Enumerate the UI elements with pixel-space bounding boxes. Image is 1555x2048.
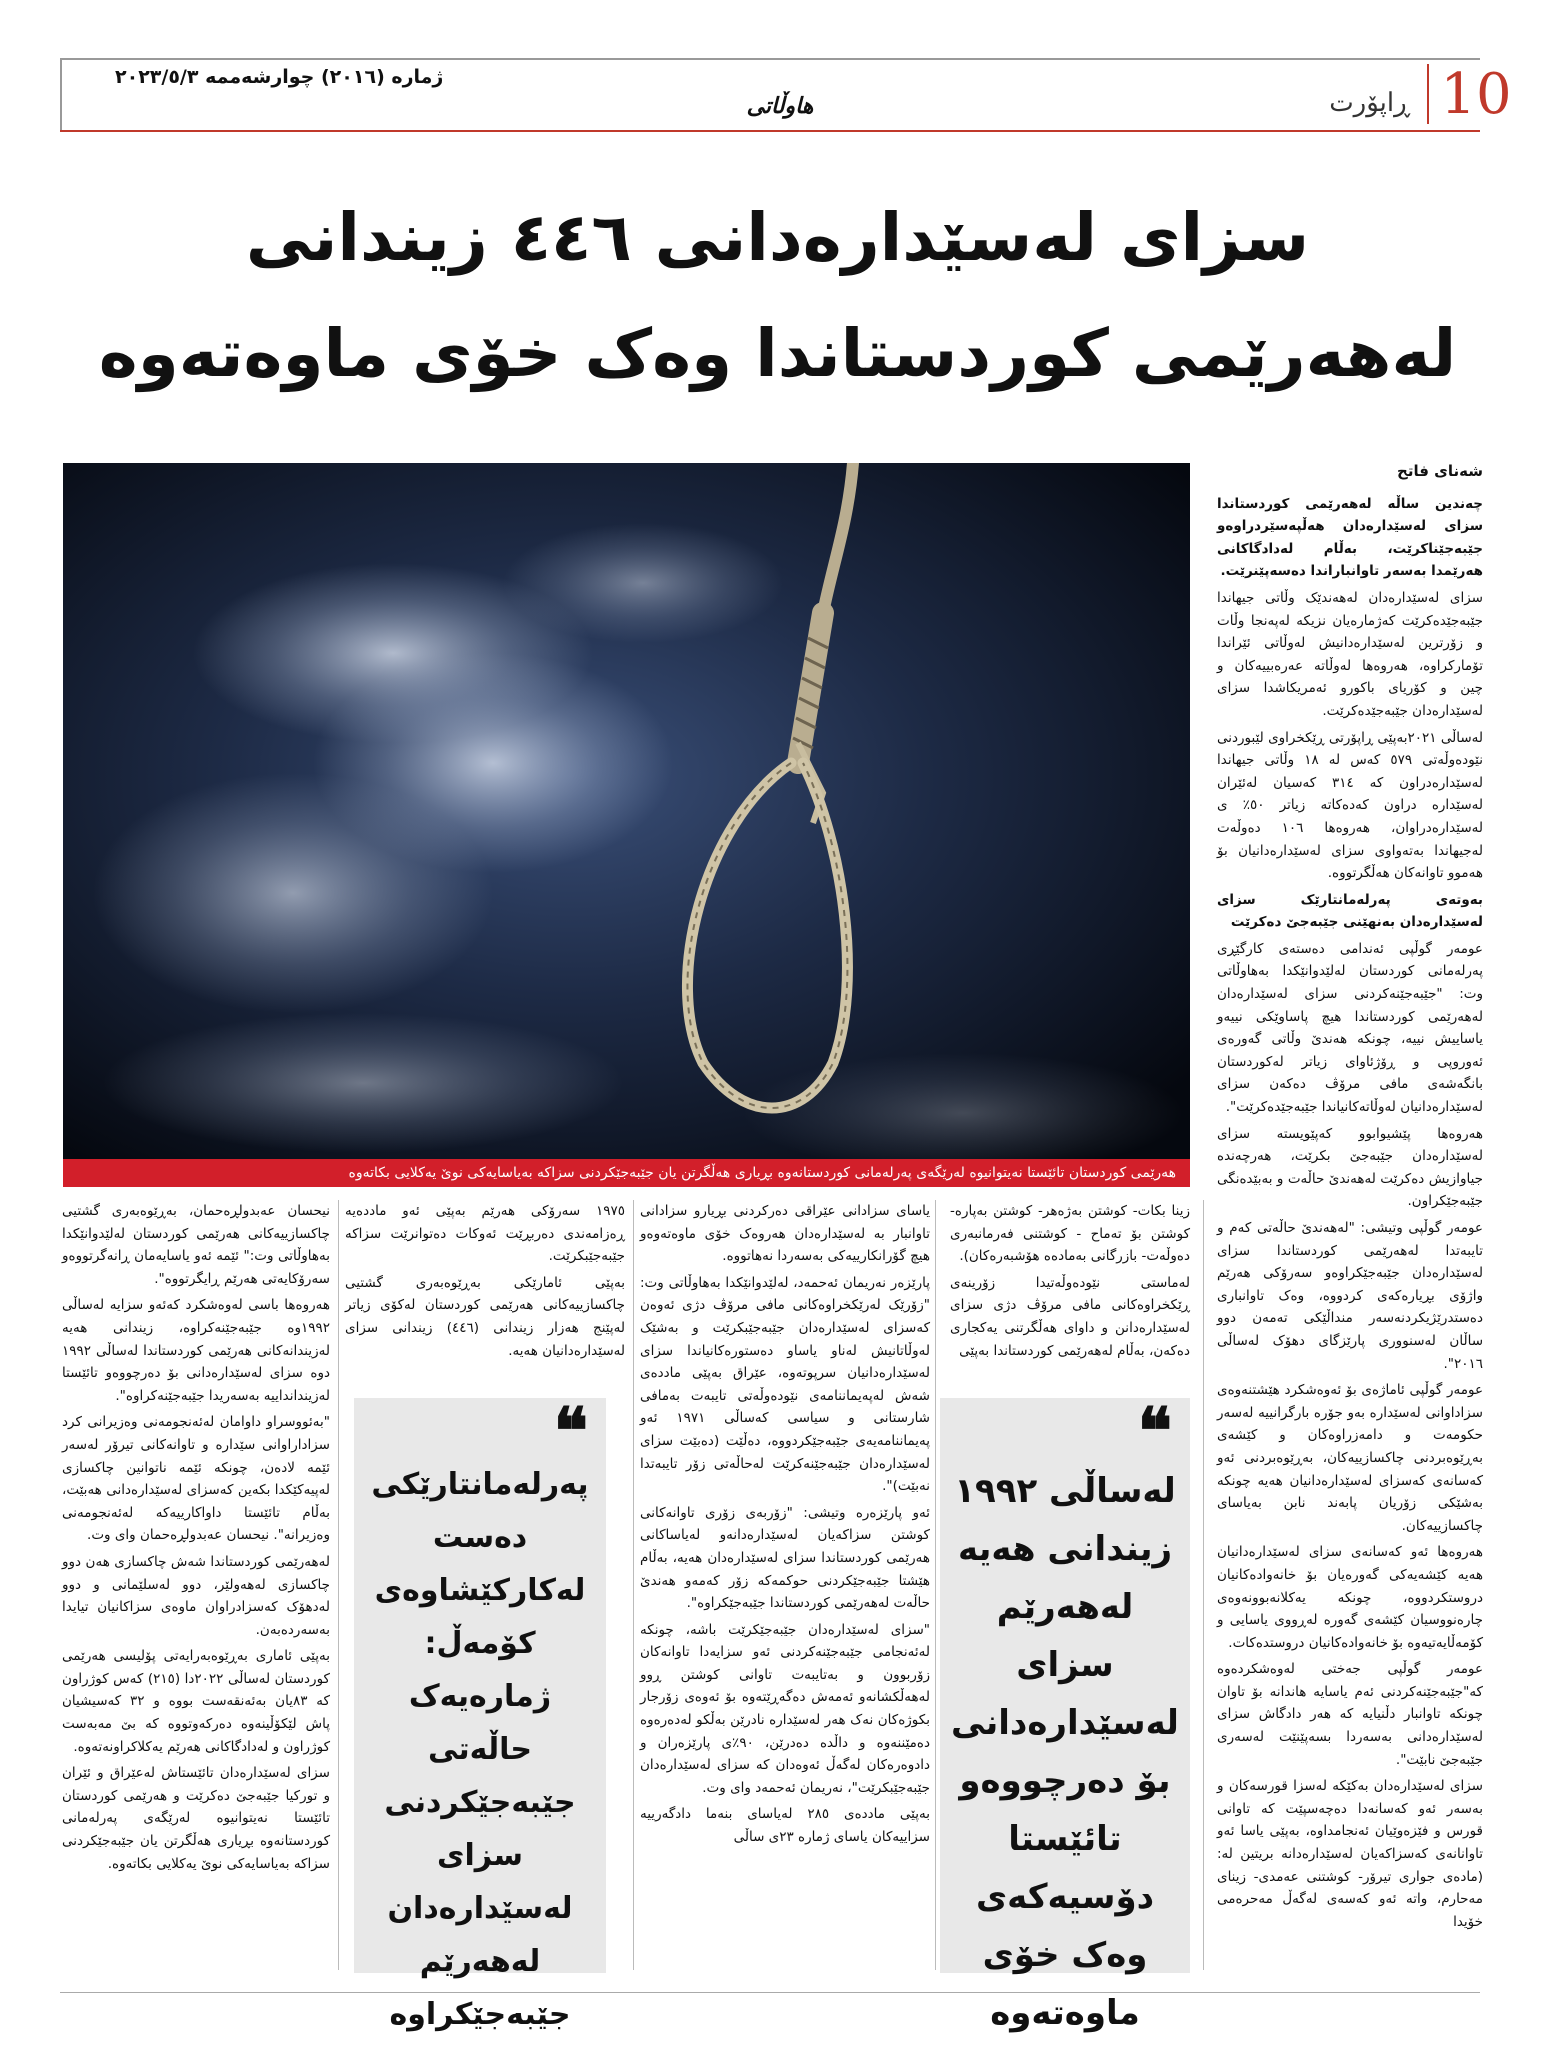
column-divider <box>338 1200 339 1970</box>
quote-icon: ❝ <box>553 1394 588 1469</box>
paragraph: زینا بکات- کوشتن بەژەهر- کوشتن بەپارە- کوشتن بۆ تەماح - کوشتنی فەرمانبەری دەوڵەت- بازرگانی بەمادەە هۆشبەرەکان). <box>950 1203 1190 1265</box>
paragraph: لەساڵی ٢٠٢١بەپێی ڕاپۆرتی ڕێکخراوی لێبوردنی نێودەوڵەتی ٥٧٩ کەس لە ١٨ وڵاتی جیهاندا لەسێدارەدراون کە ٣١٤ کەسیان لەئێران لەسێدارە دراون کەدەکاتە زیاتر ٥٠٪ ی لەسێدارەدراوان، هەروەها ١٠٦ دەوڵەت لەجیهاندا بەتەواوی سزای لەسێدارەدانیان بۆ هەموو تاوانەکان هەڵگرتووە. <box>1217 729 1483 882</box>
paragraph: عومەر گوڵپی ئەندامی دەستەی کارگێڕی پەرلەمانی کوردستان لەلێدوانێکدا بەهاوڵاتی وت: "جێبەجێنەکردنی سزای لەسێدارەدان لەهەرێمی کوردستاندا هیچ پاساوێکی نییەو یاساییش نییە، چونکە هەندێ وڵاتی گەورەی ئەوروپی و ڕۆژئاوای زیاتر لەکوردستان بانگەشەی مافی مرۆڤ دەکەن سزای لەسێدارەدانیان لەوڵاتەکانیاندا جێبەجێدەکرێت". <box>1217 940 1483 1116</box>
noose-photo <box>63 463 1190 1159</box>
paragraph: بەپێی ئاماری بەڕێوەبەرایەتی پۆلیسی هەرێمی کوردستان لەساڵی ٢٠٢٢دا (٢١٥) کەس کوژراون کە ٨٣یان بەئەنقەست بووە و ٣٢ کەسیشیان پاش لێکۆڵینەوە دەرکەوتووە کە بێ مەبەست کوژراون و لەدادگاکانی هەرێم یەکلاکراونەتەوە. <box>62 1648 330 1755</box>
quote-icon: ❝ <box>1137 1394 1172 1469</box>
lead-paragraph: چەندین ساڵە لەهەرێمی کوردستاندا سزای لەسێدارەدان هەڵپەسێردراوەو جێبەجێناکرێت، بەڵام لەدادگاکانی هەرێمدا بەسەر تاوانباراندا دەسەپێنرێت. <box>1217 495 1483 580</box>
column-divider <box>1203 1200 1204 1970</box>
article-column-c <box>345 1200 625 1366</box>
article-column-a <box>950 1200 1190 1366</box>
paragraph: عومەر گوڵپی ئاماژەی بۆ ئەوەشکرد هێشتنەوەی سزاداوانی لەسێدارە بەو جۆرە بارگرانییە لەسەر حکومەت و دامەزراوەکان و کێشەی بەڕێوەبردنی چاکسازییەکان، بەڕێوەبردنی ئەو کەسانەی کەسزای لەسێدارەدانیان هەیە چونکە بەشێکی زۆریان پابەند نابن بەیاسای چاکسازییەکان. <box>1217 1382 1483 1534</box>
footer-rule <box>60 1992 1480 1993</box>
column-divider <box>633 1200 634 1970</box>
header-top-rule <box>60 58 1480 60</box>
headline <box>80 180 1475 412</box>
article-column-b <box>640 1200 930 1853</box>
paragraph: بەپێی ماددەی ٢٨٥ لەیاسای بنەما دادگەرییە سزاییەکان یاسای ژمارە ٢٣ی ساڵی <box>640 1806 931 1846</box>
paragraph: بەوتەی پەرلەمانتارێک سزای لەسێدارەدان بەنهێنی جێبەجێ دەکرێت <box>1217 891 1483 931</box>
newspaper-logo: هاوڵاتی <box>746 94 814 119</box>
headline-line-1: سزای لەسێدارەدانی ٤٤٦ زیندانی <box>245 199 1310 276</box>
noose-illustration <box>63 463 1190 1159</box>
paragraph: سزای لەسێدارەدان لەهەندێک وڵاتی جیهاندا جێبەجێدەکرێت کەژمارەیان نزیکە لەپەنجا وڵات و زۆرترین لەسێدارەدانیش لەوڵاتی ئێراندا تۆمارکراوە، هەروەها لەوڵاتە عەرەبییەکان و چین و کۆریای باکورو ئەمریکاشدا سزای لەسێدارەدان جێبەجێدەکرێت. <box>1217 589 1483 719</box>
paragraph: سزای لەسێدارەدان تائێستاش لەعێراق و ئێران و تورکیا جێبەجێ دەکرێت و هەرێمی کوردستان تائێستا نەیتوانیوە لەرێگەی پەرلەمانی کوردستانەوە بڕیاری هەڵگرتن یان جێبەجێکردنی سزاکە بەیاسایەکی نوێ یەکلایی بکاتەوە. <box>62 1765 330 1872</box>
paragraph: عومەر گوڵپی وتیشی: "لەهەندێ حاڵەتی کەم و تایبەتدا لەهەرێمی کوردستاندا سزای لەسێدارەدان جێبەجێکراوەو سەرۆکی هەرێم واژۆی بڕیارەکەی کردووە، وەک تاوانباری دەستدرێژیکردنەسەر منداڵێکی تەمەن دوو ساڵان لەسنووری پارێزگای دهۆک لەساڵی ٢٠١٦". <box>1217 1220 1483 1372</box>
paragraph: هەروەها پێشیوابوو کەپێویستە سزای لەسێدارەدان جێبەجێ بکرێت، هەرچەندە جیاوازیش دەکرێت لەهەندێ حاڵەت و بەبێدەنگی جێبەجێکراون. <box>1217 1125 1483 1210</box>
paragraph: لەماستی نێودەوڵەتیدا زۆرینەی ڕێکخراوەکانی مافی مرۆڤ دژی سزای لەسێدارەدانن و داوای هەڵگرتنی یەکجاری دەکەن، بەڵام لەهەرێمی کوردستاندا بەپێی <box>950 1274 1190 1359</box>
paragraph: پارێزەر نەریمان ئەحمەد، لەلێدوانێکدا بەهاوڵاتی وت: "زۆرێک لەرێکخراوەکانی مافی مرۆڤ دژی ئەوەن کەسزای لەسێدارەدان جێبەجێبکرێت و بەشێک لەوڵاتانیش لەناو یاساو دەستورەکانیاندا سزای لەسێدارەدانیان سرپوتەوە، عێراق بەپێی ماددەی شەش لەپەیماننامەی نێودەوڵەتی تایبەت بەمافی شارستانی و سیاسی کەساڵی ١٩٧١ ئەو پەیماننامەیەی جێبەجێکردووە، دەڵێت (دەبێت سزای لەسێدارەدان جێبەجێنەکرێت لەحاڵەتی زۆر تایبەتدا نەبێت)". <box>640 1274 930 1495</box>
headline-line-2: لەهەرێمی کوردستاندا وەک خۆی ماوەتەوە <box>98 315 1457 392</box>
section-label: ڕاپۆرت <box>1329 88 1410 118</box>
pull-quote-1 <box>940 1394 1190 2033</box>
paragraph: هەروەها ئەو کەسانەی سزای لەسێدارەدانیان هەیە کێشەیەکی گەورەیان بۆ خانەوادەکانیان دروستکردووە، چونکە یەکلانەبوونەوەی چارەنووسیان کێشەی گەورە لەڕووی یاسایی و کۆمەڵایەتیەوە بۆ خانەوادەکانیان دروستدەکات. <box>1217 1544 1483 1651</box>
paragraph: نیحسان عەبدولڕەحمان، بەڕێوەبەری گشتیی چاکسازییەکانی هەرێمی کوردستان لەلێدوانێکدا بەهاوڵاتی وت:" ئێمە ئەو یاسایەمان ڕانەگرتووەو سەرۆکایەتی هەرێم ڕایگرتووە". <box>62 1203 330 1287</box>
pull-quote-2 <box>354 1394 606 2032</box>
paragraph: عومەر گوڵپی جەختی لەوەشکردەوە کە"جێبەجێنەکردنی ئەم یاسایە هاندانە بۆ تاوان چونکە تاوانبار دڵنیایە کە هەر دادگاش سزای لەسێدارەدانی بەسەردا بسەپێنێت لەسەری جێبەجێ نابێت". <box>1217 1661 1483 1768</box>
paragraph: "بەئووسراو داوامان لەئەنجومەنی وەزیرانی کرد سزاداراوانی سێدارە و تاوانەکانی تیرۆر لەسەر ئێمە لادەن، چونکە ئێمە ناتوانین چاکسازی لەپیەکێکدا بکەین کەسزای لەسێدارەدانی هەبێت، بەڵام تائێستا داواکارییەکە لەئەنجومەنی وەزیرانە". نیحسان عەبدولڕەحمان وای وت. <box>62 1414 330 1544</box>
issue-info: ژمارە (٢٠١٦) چوارشەممە ٢٠٢٣/٥/٣ <box>115 66 444 88</box>
pull-quote-text: لەساڵی ١٩٩٢ زیندانی هەیە لەهەرێم سزای لەسێدارەدانی بۆ دەرچووەو تائێستا دۆسیەکەی وەک خۆی ماوەتەوە <box>951 1471 1179 2033</box>
paragraph: یاسای سزادانی عێراقی دەرکردنی بڕیارو سزادانی تاوانبار بە لەسێدارەدان هەروەک خۆی ماوەتەوەو هیچ گۆرانکارییەکی بەسەردا نەهاتووە. <box>640 1203 930 1265</box>
photo-caption: هەرێمی کوردستان تائێستا نەیتوانیوە لەرێگەی پەرلەمانی کوردستانەوە بڕیاری هەڵگرتن یان جێبەجێکردنی سزاکە بەیاسایەکی نوێ یەکلایی بکاتەوە <box>63 1159 1190 1187</box>
paragraph: سزای لەسێدارەدان بەکێکە لەسزا قورسەکان و بەسەر ئەو کەسانەدا دەچەسپێت کە تاوانی قورس و فێزەوێیان ئەنجامداوە، بەپێی یاسا ئەو تاوانانەی کەسزاکەیان لەسێدارەدانە بریتین لە: (مادەی جواری تیرۆر- کوشتنی عەمدی- زینای مەحارم، واتە ئەو کەسەی لەگەڵ مەحرەمی خۆیدا <box>1217 1778 1483 1930</box>
header-bottom-rule <box>60 130 1480 132</box>
column-divider <box>935 1200 936 1970</box>
byline: شەنای فاتح <box>1397 462 1483 480</box>
header-left-rule <box>60 58 62 132</box>
paragraph: ئەو پارێزەرە وتیشی: "زۆربەی زۆری تاوانەکانی کوشتن سزاکەیان لەسێدارەدانەو لەیاساکانی هەرێمی کوردستاندا سزای لەسێدارەدان هەیە، بەڵام هێشتا جێبەجێکردنی حوکمەکە زۆر کەمەو هەندێ حاڵەت لەهەرێمی کوردستاندا جێبەجێکراوە". <box>640 1504 930 1612</box>
article-right-column <box>1217 460 1483 1937</box>
article-column-d <box>62 1200 330 1879</box>
paragraph: "سزای لەسێدارەدان جێبەجێکرێت باشە، چونکە لەئەنجامی جێبەجێنەکردنی ئەو سزایەدا تاوانەکان زۆربوون و بەتایبەت تاوانی کوشتن ڕوو لەهەڵکشانەو ئەمەش دەگەڕێتەوە بۆ ئەوەی زۆرجار بکوژەکان نەک هەر لەسێدارە نادرێن بەڵکو لەدەرەوە دەمێننەوە و داڵدە دەدرێن، ٩٠٪ی پارێزەران و دادوەرەکان لەگەڵ ئەوەدان کە سزای لەسێدارەدان جێبەجێبکرێت"، نەریمان ئەحمەد وای وت. <box>640 1621 930 1796</box>
paragraph: لەهەرێمی کوردستاندا شەش چاکسازی هەن دوو چاکسازی لەهەولێر، دوو لەسلێمانی و دوو لەدهۆک کەسزادراوان ماوەی سزاکانیان تیایدا بەسەردەبەن. <box>62 1553 330 1638</box>
header-separator <box>1427 64 1429 124</box>
page-number: 10 <box>1440 62 1512 127</box>
paragraph: هەروەها باسی لەوەشکرد کەئەو سزایە لەساڵی ١٩٩٢وە جێبەجێنەکراوە، زیندانی هەیە لەزیندانەکانی هەرێمی کوردستاندا لەساڵی ١٩٩٢ دوە سزای لەسێدارەدانی بۆ دەرچووەو تائێستا لەزیندانداییە بەسەریدا جێبەجێنەکراوە". <box>62 1297 330 1404</box>
paragraph: ١٩٧٥ سەرۆکی هەرێم بەپێی ئەو ماددەیە ڕەزامەندی دەربڕێت ئەوکات دەتوانرێت سزاکە جێبەجێبکرێت. <box>345 1203 625 1265</box>
pull-quote-text: پەرلەمانتارێکی دەست لەکارکێشاوەی کۆمەڵ: ژمارەیەک حاڵەتی جێبەجێکردنی سزای لەسێدارەدان لەهەرێم جێبەجێکراوە <box>371 1467 589 2032</box>
paragraph: بەپێی ئامارێکی بەڕێوەبەری گشتیی چاکسازییەکانی هەرێمی کوردستان لەکۆی زیاتر لەپێنج هەزار زیندانی (٤٤٦) زیندانی سزای لەسێدارەدانیان هەیە. <box>345 1274 625 1359</box>
